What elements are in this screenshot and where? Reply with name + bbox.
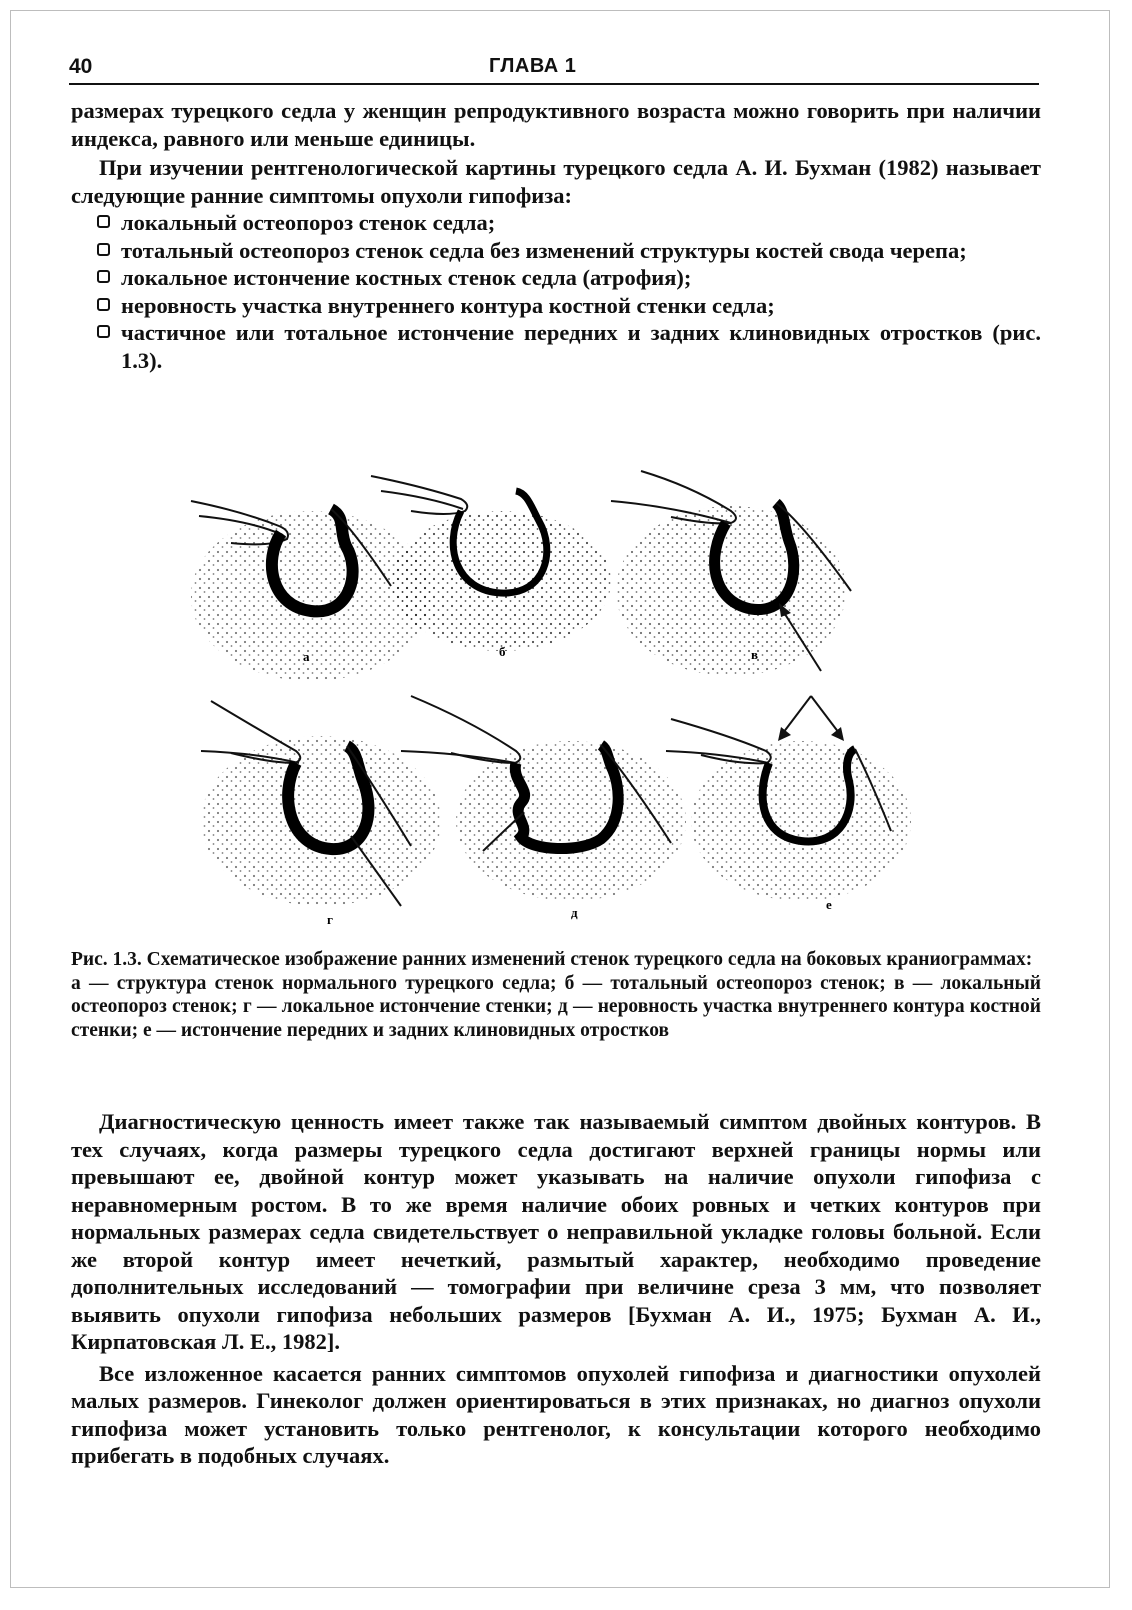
diagram-e: [666, 696, 911, 901]
figure-label-e: е: [826, 897, 832, 912]
body-text-top: [71, 97, 1041, 374]
figure-sella-diagrams: [171, 451, 991, 931]
checkbox-bullet-icon: [97, 243, 110, 256]
page-header: [69, 55, 1039, 85]
figure-label-g: г: [327, 912, 333, 927]
symptom-list: [71, 209, 1041, 374]
list-item: [71, 264, 1041, 292]
list-item-text: тотальный остеопороз стенок седла без изменений структуры костей свода черепа;: [121, 237, 967, 263]
page-number: 40: [69, 55, 93, 78]
checkbox-bullet-icon: [97, 325, 110, 338]
list-item: [71, 319, 1041, 374]
diagram-v: [611, 471, 851, 676]
checkbox-bullet-icon: [97, 215, 110, 228]
sella-turcica-illustration: [171, 451, 991, 931]
intro-paragraph: размерах турецкого седла у женщин репродуктивного возраста можно говорить при наличии индекса, равного или меньше единицы.: [71, 98, 1041, 151]
checkbox-bullet-icon: [97, 298, 110, 311]
checkbox-bullet-icon: [97, 270, 110, 283]
caption-title: Рис. 1.3. Схематическое изображение ранних изменений стенок турецкого седла на боковых краниограммах:: [71, 949, 1033, 970]
figure-caption: [71, 948, 1041, 1042]
list-item-text: локальный остеопороз стенок седла;: [121, 210, 496, 235]
conclusion-paragraph: Все изложенное касается ранних симптомов опухолей гипофиза и диагностики опухолей малых размеров. Гинеколог должен ориентироваться в этих признаках, но диагноз опухоли гипофиза может установить только рентгенолог, к консультации которого необходимо прибегать в подобных случаях.: [71, 1360, 1041, 1468]
figure-label-a: а: [303, 649, 310, 664]
list-item-text: неровность участка внутреннего контура костной стенки седла;: [121, 292, 775, 318]
diagram-d: [401, 696, 686, 901]
body-text-bottom: [71, 1108, 1041, 1470]
list-item-text: локальное истончение костных стенок седла (атрофия);: [121, 265, 692, 290]
book-page: [10, 10, 1110, 1588]
caption-legend: а — структура стенок нормального турецкого седла; б — тотальный остеопороз стенок; в — локальный остеопороз стенок; г — локальное истончение стенки; д — неровность участка внутреннего контура костной стенки; е — истончение передних и задних клиновидных отростков: [71, 972, 1041, 1041]
figure-label-b: б: [499, 644, 506, 659]
list-item: [71, 237, 1041, 265]
list-item: [71, 292, 1041, 320]
figure-label-d: д: [571, 905, 578, 920]
list-item-text: частичное или тотальное истончение передних и задних клиновидных отростков (рис. 1.3).: [121, 320, 1041, 373]
diagram-g: [201, 701, 441, 906]
figure-label-v: в: [751, 647, 759, 662]
double-contour-paragraph: Диагностическую ценность имеет также так называемый симптом двойных контуров. В тех случаях, когда размеры турецкого седла достигают верхней границы нормы или превышают ее, двойной контур может указывать на наличие опухоли гипофиза с неравномерным ростом. В то же время наличие обоих ровных и четких контуров при нормальных размерах седла свидетельствует о неправильной укладке головы больной. Если же второй контур имеет нечеткий, размытый характер, необходимо проведение дополнительных исследований — томографии при величине среза 3 мм, что позволяет выявить опухоли гипофиза небольших размеров [Бухман А. И., 1975; Бухман А. И., Кирпатовская Л. Е., 1982].: [71, 1109, 1041, 1354]
list-item: [71, 209, 1041, 237]
chapter-title: ГЛАВА 1: [489, 55, 577, 77]
symptoms-paragraph: При изучении рентгенологической картины турецкого седла А. И. Бухман (1982) называет следующие ранние симптомы опухоли гипофиза:: [71, 155, 1041, 208]
